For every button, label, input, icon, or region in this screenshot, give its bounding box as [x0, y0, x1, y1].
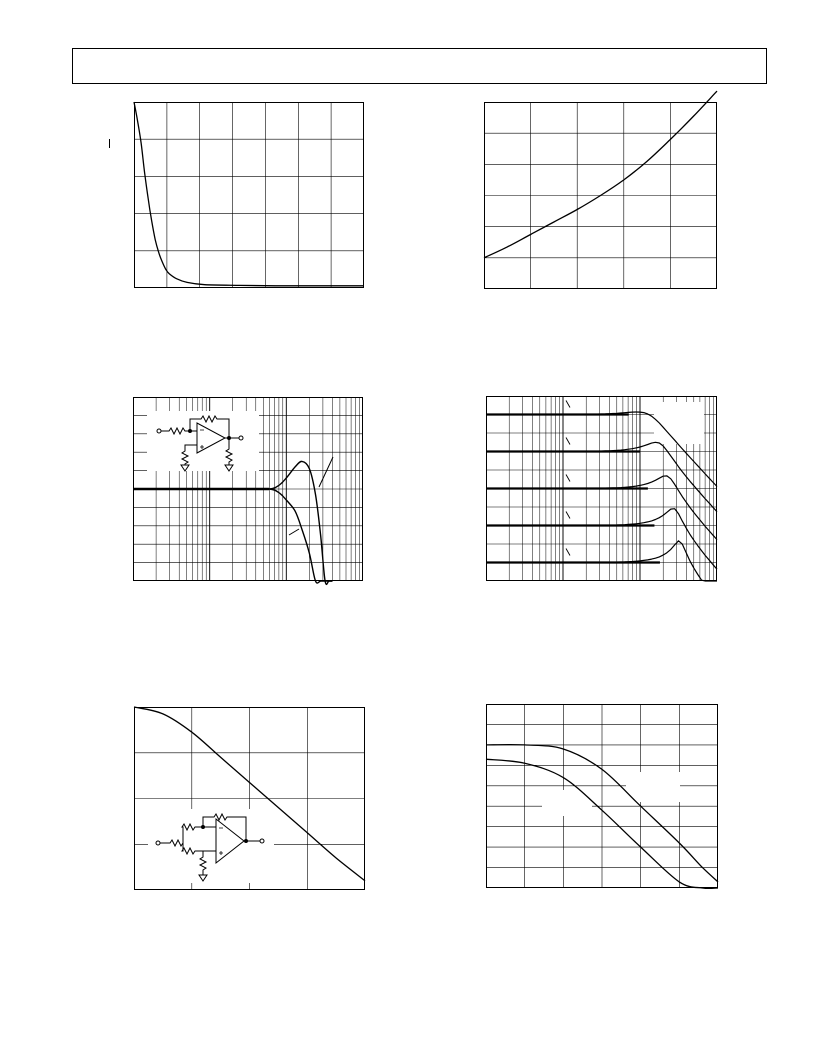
level-pointer-arrow — [566, 512, 570, 519]
chart-4 — [486, 396, 717, 581]
y-axis-tick-mark — [109, 139, 110, 148]
level-pointer-arrow — [566, 438, 570, 445]
output-terminal-icon — [260, 839, 264, 843]
chart-3 — [133, 397, 363, 581]
callout-arrow-upper — [319, 457, 333, 487]
data-line-level-5 — [486, 541, 717, 581]
chart-2 — [484, 102, 717, 289]
input-terminal-icon — [157, 429, 161, 433]
data-line-series-1 — [134, 102, 364, 286]
label-background-right — [626, 772, 680, 802]
chart-6 — [486, 704, 718, 888]
data-line-series-1 — [484, 91, 717, 258]
inset-background — [148, 809, 274, 883]
chart-1 — [134, 102, 364, 288]
callout-arrow-lower — [289, 529, 299, 535]
data-line-level-4 — [486, 509, 717, 570]
level-pointer-arrow — [566, 475, 570, 482]
chart-frame — [135, 103, 364, 288]
level-pointer-arrow — [566, 401, 570, 408]
chart-5 — [134, 707, 365, 890]
output-junction-icon — [245, 840, 248, 843]
legend-background — [654, 402, 704, 444]
level-pointer-arrow — [566, 549, 570, 556]
data-line-level-2 — [486, 442, 717, 511]
input-terminal-icon — [156, 841, 160, 845]
data-line-level-3 — [486, 476, 717, 540]
output-terminal-icon — [239, 436, 243, 440]
page-header-box — [72, 48, 767, 84]
